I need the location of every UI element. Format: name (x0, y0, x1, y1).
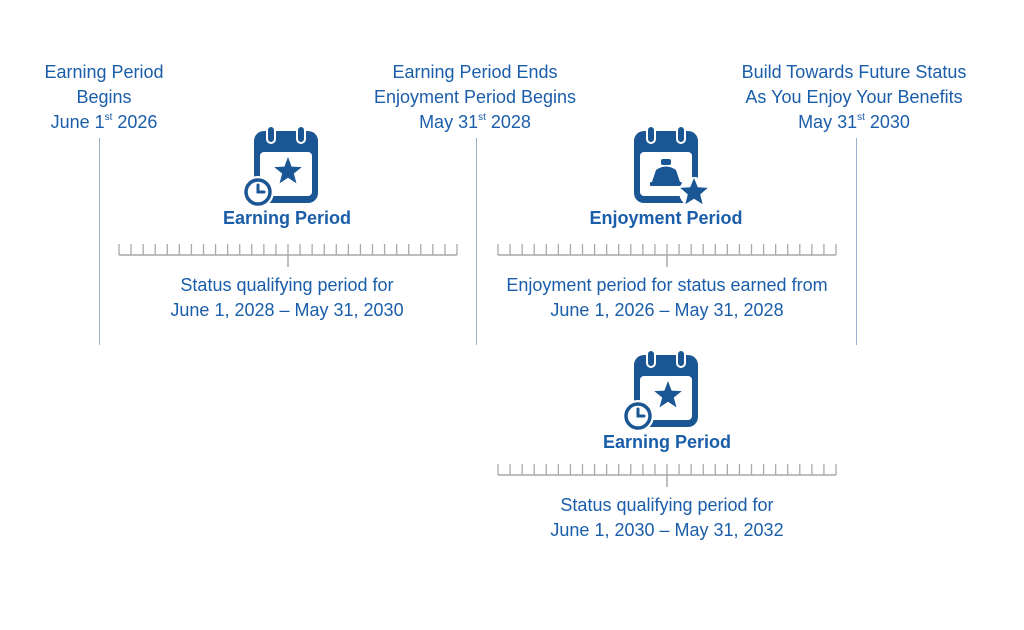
caption-earning-period-1: Status qualifying period for June 1, 2028 – May 31, 2030 (170, 275, 404, 320)
milestone-subtitle: Begins (76, 87, 132, 107)
milestone-enjoyment-begins (335, 60, 615, 135)
milestone-subtitle: Enjoyment Period Begins (373, 87, 577, 107)
milestone-subtitle: As You Enjoy Your Benefits (745, 87, 963, 107)
milestone-future-status (714, 60, 994, 135)
period-label-earning: Earning Period (222, 208, 352, 228)
ruler-earning-period-2 (497, 460, 837, 490)
milestone-date: June 1st 2026 (50, 112, 158, 132)
calendar-star-clock-icon (618, 350, 710, 434)
calendar-star-clock-icon (238, 126, 330, 210)
milestone-title: Earning Period (44, 62, 164, 82)
calendar-bell-star-icon (628, 126, 720, 210)
milestone-earning-begins (0, 60, 244, 135)
milestone-date: May 31st 2028 (419, 112, 531, 132)
ruler-earning-period-1 (118, 240, 458, 270)
caption-enjoyment-period: Enjoyment period for status earned from June 1, 2026 – May 31, 2028 (506, 275, 828, 320)
milestone-title: Earning Period Ends (392, 62, 558, 82)
period-label-earning-2: Earning Period (602, 432, 732, 452)
period-label-enjoyment: Enjoyment Period (589, 208, 743, 228)
milestone-date: May 31st 2030 (798, 112, 910, 132)
ruler-enjoyment-period (497, 240, 837, 270)
milestone-title: Build Towards Future Status (741, 62, 967, 82)
caption-earning-period-2: Status qualifying period for June 1, 2030 – May 31, 2032 (550, 495, 784, 540)
